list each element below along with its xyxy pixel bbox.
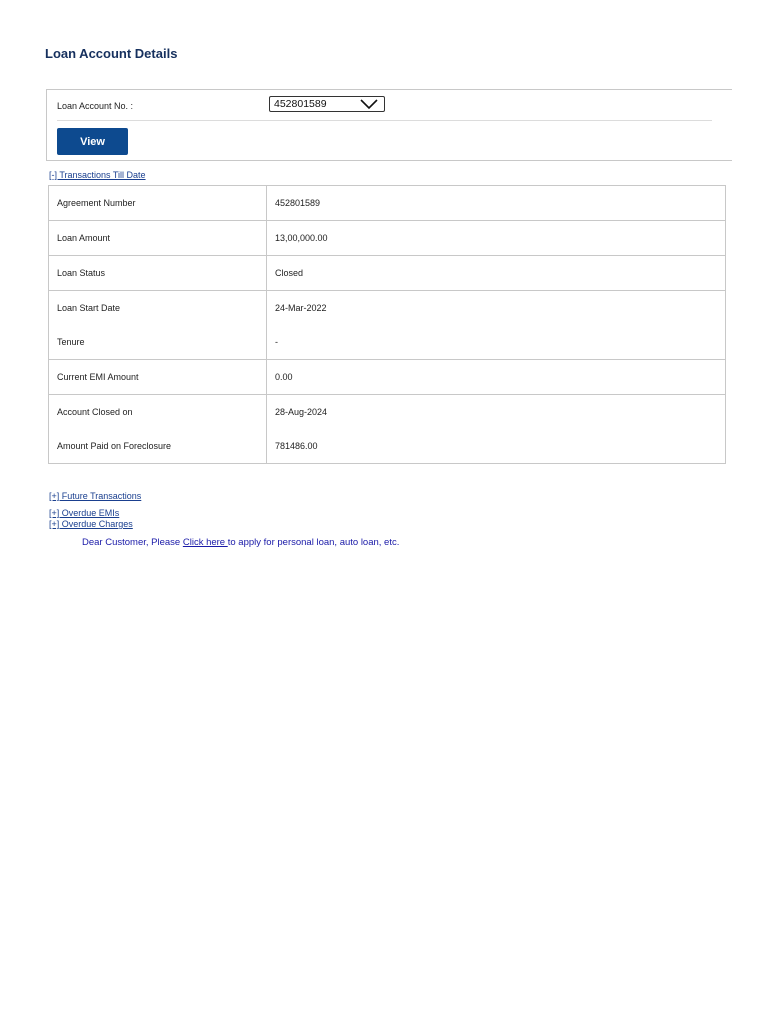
table-row [49,360,726,395]
click-here-link[interactable]: Click here [182,537,228,548]
row-label: Current EMI Amount [49,360,267,395]
table-row [49,291,726,326]
row-value: Closed [267,256,726,291]
row-label: Amount Paid on Foreclosure [49,429,267,464]
loan-promo-message [82,537,399,548]
page-title: Loan Account Details [45,46,178,61]
table-row [49,256,726,291]
overdue-emis-toggle[interactable]: [+] Overdue EMIs [49,508,120,518]
row-value: 452801589 [267,186,726,221]
row-value: 24-Mar-2022 [267,291,726,326]
overdue-charges-toggle[interactable]: [+] Overdue Charges [49,519,133,529]
table-row [49,186,726,221]
row-value: 28-Aug-2024 [267,395,726,430]
loan-details-table [48,185,726,464]
loan-account-selected-value: 452801589 [274,98,327,110]
row-value: 13,00,000.00 [267,221,726,256]
table-row [49,429,726,464]
row-value: - [267,325,726,360]
transactions-till-date-toggle[interactable]: [-] Transactions Till Date [49,170,146,180]
loan-account-select[interactable] [269,96,385,112]
table-row [49,221,726,256]
promo-prefix: Dear Customer, Please [82,537,183,548]
future-transactions-toggle[interactable]: [+] Future Transactions [49,491,142,501]
row-label: Account Closed on [49,395,267,430]
view-button[interactable]: View [57,128,128,155]
row-value: 781486.00 [267,429,726,464]
promo-suffix: to apply for personal loan, auto loan, etc. [227,537,400,548]
row-label: Loan Start Date [49,291,267,326]
row-label: Agreement Number [49,186,267,221]
table-row [49,395,726,430]
table-row [49,325,726,360]
account-select-panel [46,89,732,161]
row-label: Loan Status [49,256,267,291]
loan-account-label: Loan Account No. : [57,101,134,111]
row-label: Tenure [49,325,267,360]
chevron-down-icon [360,98,378,114]
panel-divider [57,120,712,121]
row-label: Loan Amount [49,221,267,256]
row-value: 0.00 [267,360,726,395]
